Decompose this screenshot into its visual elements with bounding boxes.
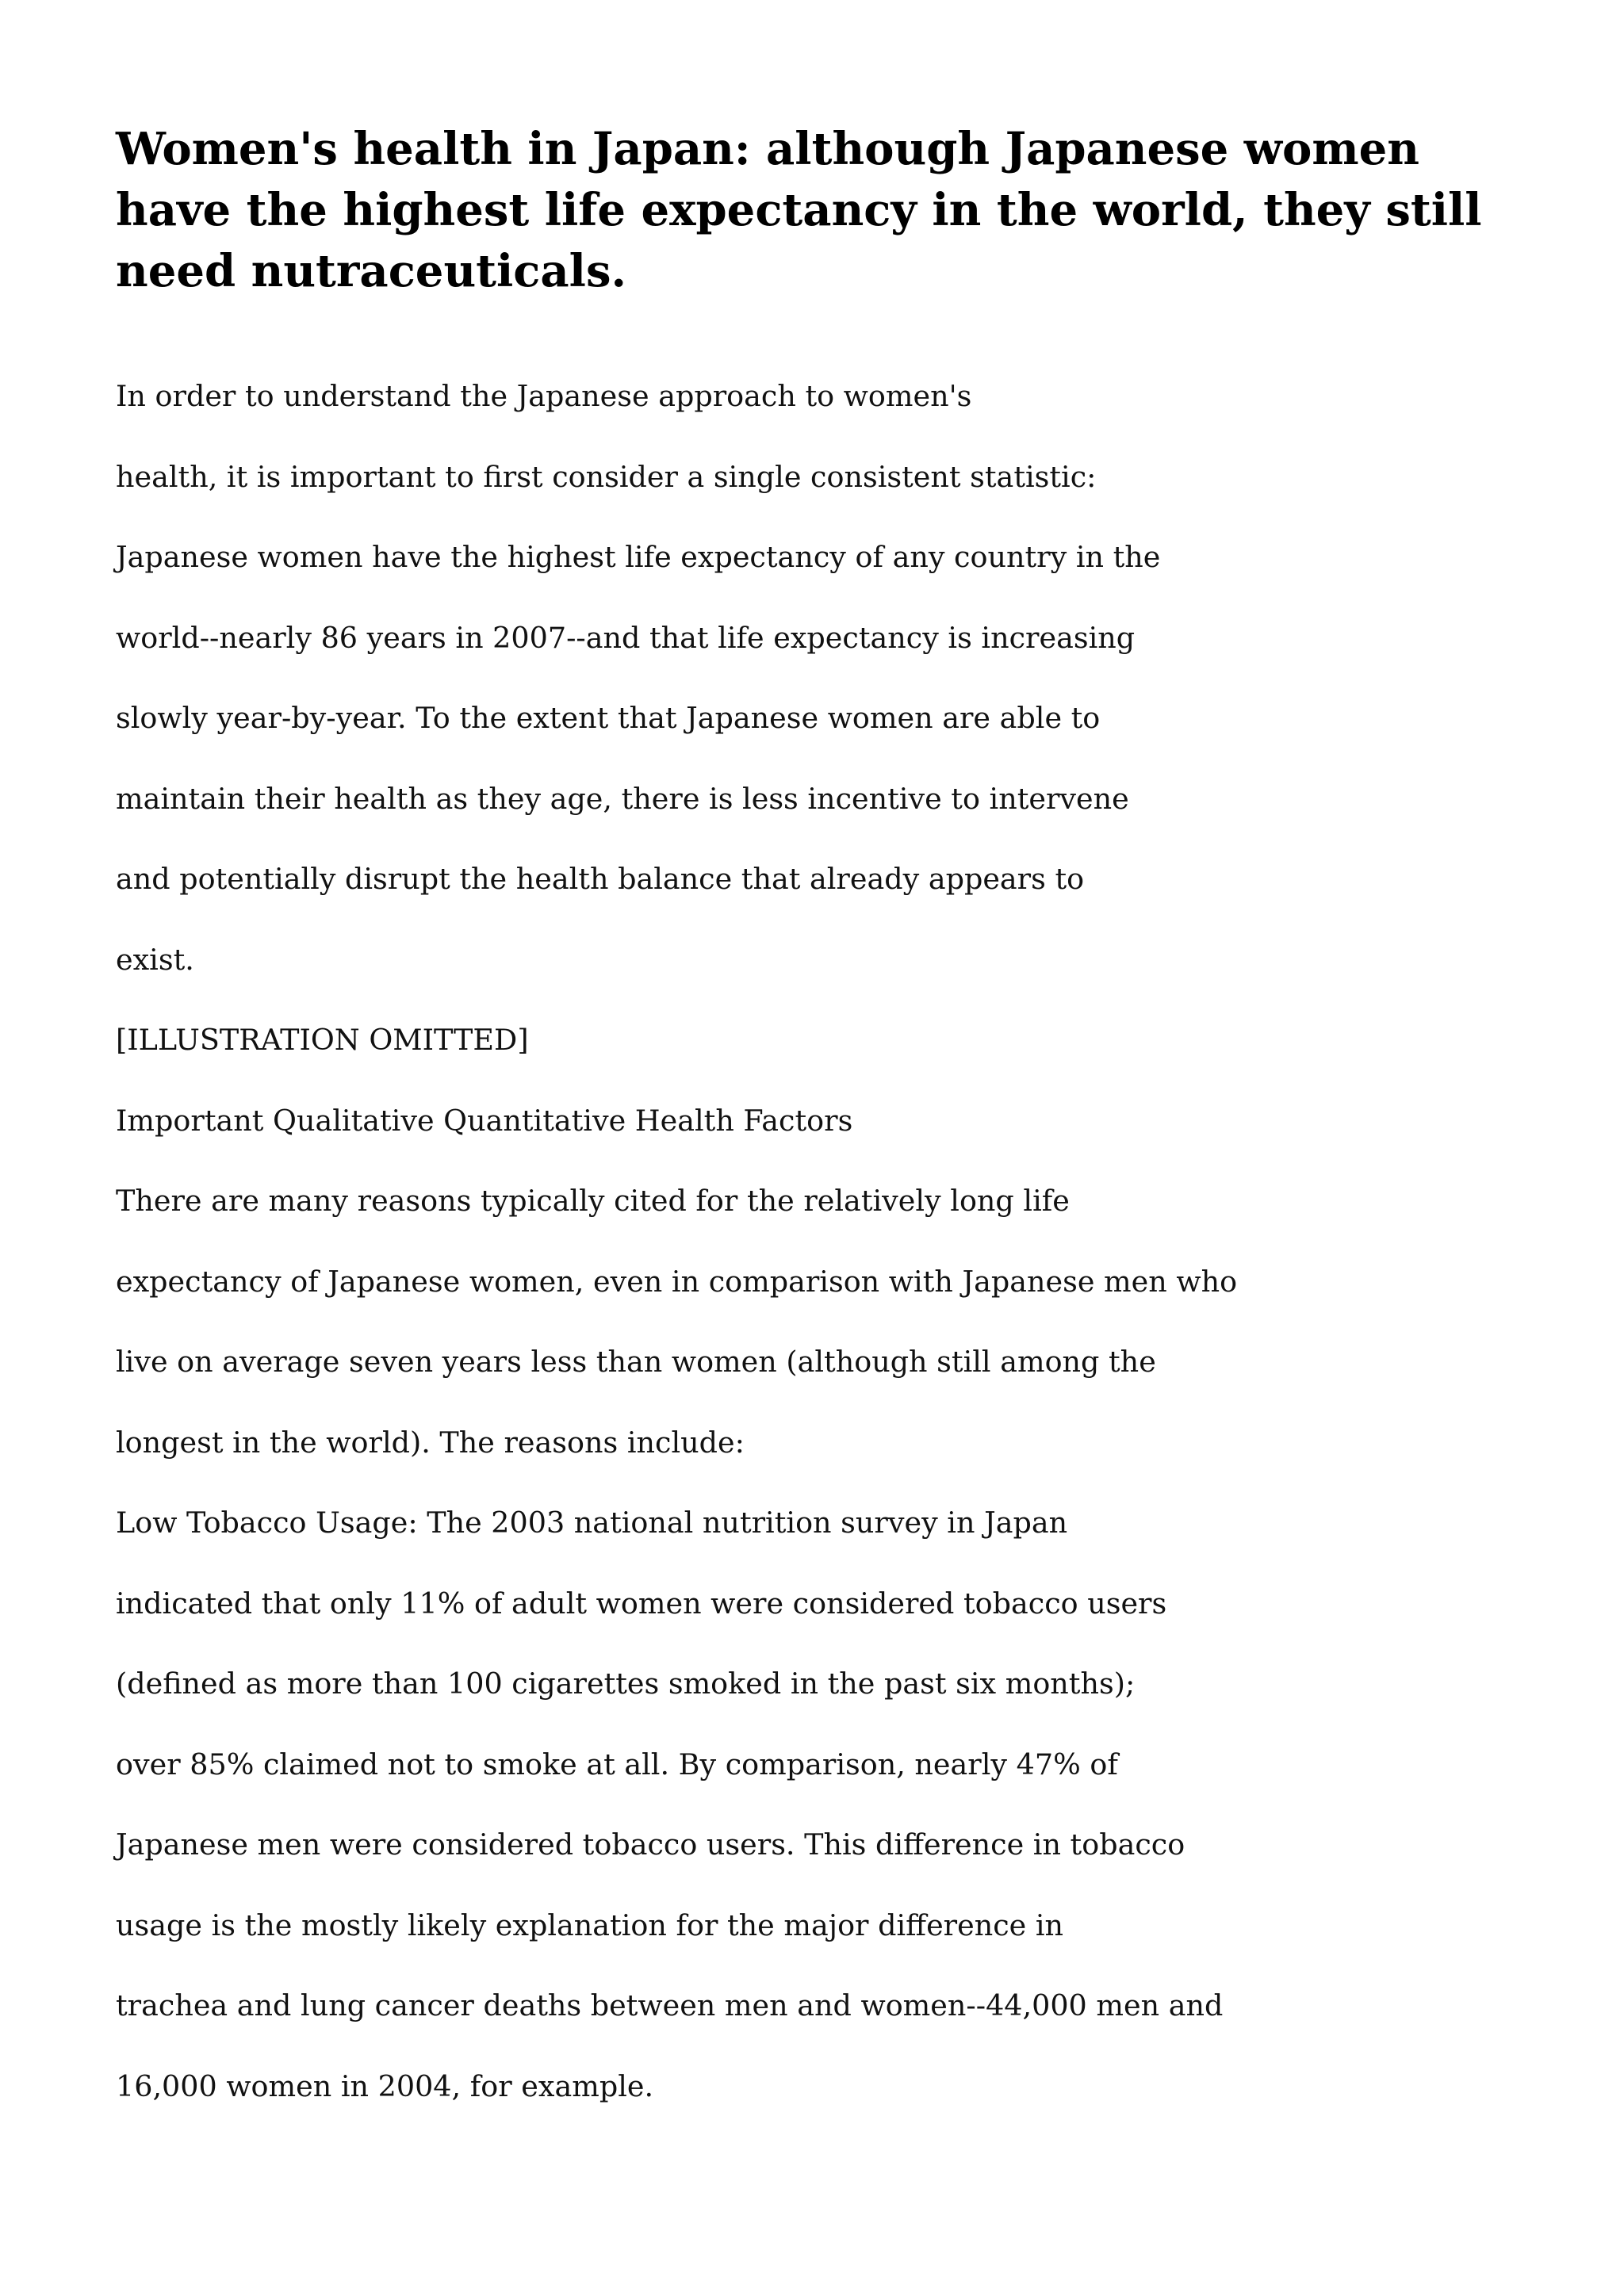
body-line: health, it is important to first consider a single consistent statistic: <box>116 459 1097 494</box>
body-line: Japanese women have the highest life expectancy of any country in the <box>116 540 1161 574</box>
body-line: live on average seven years less than women (although still among the <box>116 1345 1156 1379</box>
body-line: trachea and lung cancer deaths between men and women--44,000 men and <box>116 1988 1224 2022</box>
body-line: and potentially disrupt the health balance that already appears to <box>116 862 1085 896</box>
body-line: indicated that only 11% of adult women were considered tobacco users <box>116 1586 1167 1621</box>
section-heading: Important Qualitative Quantitative Health Factors <box>116 1103 853 1138</box>
body-line: maintain their health as they age, there is less incentive to intervene <box>116 781 1129 816</box>
body-line: world--nearly 86 years in 2007--and that life expectancy is increasing <box>116 620 1136 655</box>
article-title: Women's health in Japan: although Japanese women have the highest life expectancy in the world, they still need nutraceuticals. <box>116 123 1482 297</box>
illustration-omitted-note: [ILLUSTRATION OMITTED] <box>116 1023 529 1057</box>
body-line: There are many reasons typically cited for the relatively long life <box>116 1184 1070 1218</box>
body-line: usage is the mostly likely explanation for the major difference in <box>116 1908 1064 1942</box>
body-line: Japanese men were considered tobacco users. This difference in tobacco <box>116 1827 1185 1862</box>
body-line: expectancy of Japanese women, even in comparison with Japanese men who <box>116 1264 1238 1299</box>
body-line: exist. <box>116 942 194 977</box>
body-line: 16,000 women in 2004, for example. <box>116 2068 654 2103</box>
article-body <box>116 373 1543 2143</box>
body-line: Low Tobacco Usage: The 2003 national nutrition survey in Japan <box>116 1506 1068 1540</box>
body-line: In order to understand the Japanese approach to women's <box>116 379 972 413</box>
body-line: slowly year-by-year. To the extent that Japanese women are able to <box>116 701 1101 735</box>
body-line: longest in the world). The reasons include: <box>116 1425 745 1460</box>
body-line: (defined as more than 100 cigarettes smoked in the past six months); <box>116 1667 1136 1701</box>
body-line: over 85% claimed not to smoke at all. By comparison, nearly 47% of <box>116 1747 1118 1781</box>
